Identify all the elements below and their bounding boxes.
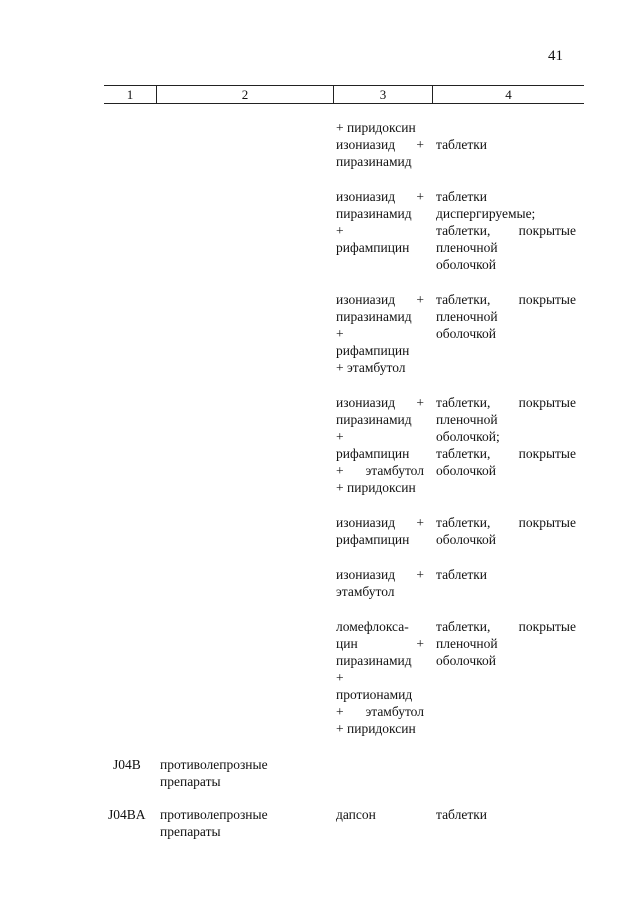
- dosage-form-line: пленочной: [436, 309, 498, 324]
- drug-name-line: +: [336, 429, 344, 444]
- header-col-2: 2: [241, 87, 249, 102]
- dosage-form-line: оболочкой: [436, 653, 496, 668]
- dosage-form-line: пленочной: [436, 636, 498, 651]
- header-col-3: 3: [379, 87, 387, 102]
- dosage-form-line: таблетки, покрытые: [436, 395, 576, 410]
- drug-name-line: пиразинамид: [336, 154, 412, 169]
- dosage-form-line: таблетки: [436, 189, 488, 204]
- dosage-form-line: пленочной: [436, 412, 498, 427]
- dosage-form-line: таблетки, покрытые: [436, 223, 576, 238]
- drug-name-line: + этамбутол: [336, 360, 406, 375]
- drug-name-line: + этамбутол: [336, 704, 424, 719]
- drug-name-line: рифампицин: [336, 343, 410, 358]
- page-number: 41: [548, 48, 563, 64]
- drug-name-line: пиразинамид: [336, 206, 412, 221]
- dosage-form-line: диспергируемые;: [436, 206, 536, 221]
- dosage-form-line: таблетки, покрытые: [436, 515, 576, 530]
- table-header: [104, 85, 584, 104]
- drug-name-line: рифампицин: [336, 240, 410, 255]
- drug-name-line: +: [336, 670, 344, 685]
- drug-name-line: этамбутол: [336, 584, 395, 599]
- drug-name-line: пиразинамид: [336, 653, 412, 668]
- header-col-4: 4: [505, 87, 512, 102]
- drug-name-line: изониазид +: [336, 395, 424, 410]
- dosage-form-line: таблетки: [436, 137, 488, 152]
- dosage-form-line: таблетки: [436, 567, 488, 582]
- group-name-line: противолепрозные: [160, 757, 268, 772]
- header-col-1: 1: [126, 87, 134, 102]
- drug-name-line: пиразинамид: [336, 309, 412, 324]
- dosage-form-line: пленочной: [436, 240, 498, 255]
- drug-name-line: + пиридоксин: [336, 721, 416, 736]
- drug-name-line: рифампицин: [336, 532, 410, 547]
- group-name-line: препараты: [160, 824, 221, 839]
- drug-name-line: ломефлокса-: [336, 619, 409, 634]
- dosage-form-line: таблетки, покрытые: [436, 292, 576, 307]
- group-name-line: препараты: [160, 774, 221, 789]
- dosage-form-line: таблетки, покрытые: [436, 446, 576, 461]
- dosage-form-line: оболочкой: [436, 326, 496, 341]
- drug-name-line: рифампицин: [336, 446, 410, 461]
- drug-name-line: дапсон: [336, 807, 376, 822]
- drug-name-line: +: [336, 326, 344, 341]
- dosage-form-line: оболочкой: [436, 463, 496, 478]
- drug-name-line: изониазид +: [336, 515, 424, 530]
- drug-name-line: изониазид +: [336, 567, 424, 582]
- drug-name-line: протионамид: [336, 687, 413, 702]
- drug-name-line: пиразинамид: [336, 412, 412, 427]
- group-name-line: противолепрозные: [160, 807, 268, 822]
- dosage-form-line: оболочкой: [436, 257, 496, 272]
- drug-name-line: цин +: [336, 636, 424, 651]
- drug-name-line: изониазид +: [336, 189, 424, 204]
- drug-name-line: +: [336, 223, 344, 238]
- drug-name-line: + этамбутол: [336, 463, 424, 478]
- drug-name-line: изониазид +: [336, 292, 424, 307]
- atc-code: J04B: [113, 757, 141, 772]
- dosage-form-line: оболочкой;: [436, 429, 500, 444]
- drug-name-line: + пиридоксин: [336, 480, 416, 495]
- drug-name-line: изониазид +: [336, 137, 424, 152]
- atc-code: J04BA: [108, 807, 146, 822]
- dosage-form-line: оболочкой: [436, 532, 496, 547]
- drug-name-line: + пиридоксин: [336, 120, 416, 135]
- dosage-form-line: таблетки, покрытые: [436, 619, 576, 634]
- dosage-form-line: таблетки: [436, 807, 488, 822]
